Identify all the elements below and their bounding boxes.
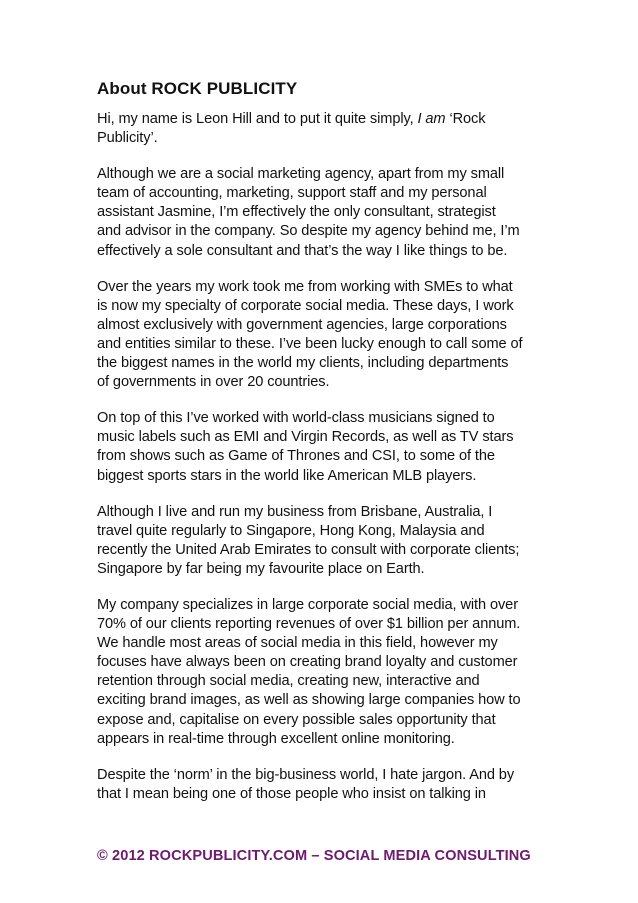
page-title: About ROCK PUBLICITY bbox=[97, 79, 298, 98]
paragraph-line: travel quite regularly to Singapore, Hong Kong, Malaysia and bbox=[97, 522, 485, 539]
paragraph-line: and entities similar to these. I’ve been lucky enough to call some of bbox=[97, 335, 523, 352]
paragraph-line: Although we are a social marketing agency, apart from my small bbox=[97, 166, 505, 183]
paragraph-line: Despite the ‘norm’ in the big-business world, I hate jargon. And by bbox=[97, 766, 515, 783]
body-paragraph bbox=[97, 596, 547, 749]
intro-paragraph bbox=[97, 110, 547, 148]
body-paragraph bbox=[97, 165, 547, 260]
intro-line-2: Publicity’. bbox=[97, 130, 158, 147]
paragraph-line: assistant Jasmine, I’m effectively the only consultant, strategist bbox=[97, 204, 496, 221]
intro-text-start: Hi, my name is Leon Hill and to put it quite simply, bbox=[97, 111, 418, 127]
body-paragraph bbox=[97, 409, 547, 485]
intro-emphasis: I am bbox=[417, 111, 446, 127]
body-paragraph bbox=[97, 766, 547, 804]
intro-text-end: ‘Rock bbox=[445, 111, 486, 127]
paragraph-line: and advisor in the company. So despite my agency behind me, I’m bbox=[97, 223, 520, 240]
paragraph-line: appears in real-time through excellent online monitoring. bbox=[97, 730, 455, 747]
paragraph-line: of governments in over 20 countries. bbox=[97, 374, 330, 391]
paragraph-line: almost exclusively with government agencies, large corporations bbox=[97, 316, 507, 333]
paragraph-line: retention through social media, creating new, interactive and bbox=[97, 673, 480, 690]
intro-line-1 bbox=[97, 110, 547, 129]
paragraph-line: is now my specialty of corporate social media. These days, I work bbox=[97, 297, 514, 314]
paragraph-line: from shows such as Game of Thrones and CSI, to some of the bbox=[97, 448, 495, 465]
body-paragraphs bbox=[97, 165, 547, 804]
paragraph-line: 70% of our clients reporting revenues of over $1 billion per annum. bbox=[97, 616, 521, 633]
body-paragraph bbox=[97, 278, 547, 393]
paragraph-line: Over the years my work took me from working with SMEs to what bbox=[97, 278, 513, 295]
paragraph-line: expose and, capitalise on every possible sales opportunity that bbox=[97, 711, 496, 728]
paragraph-line: We handle most areas of social media in this field, however my bbox=[97, 635, 498, 652]
paragraph-line: Although I live and run my business from Brisbane, Australia, I bbox=[97, 503, 493, 520]
paragraph-line: exciting brand images, as well as showing large companies how to bbox=[97, 692, 521, 709]
body-paragraph bbox=[97, 503, 547, 579]
footer-copyright: © 2012 ROCKPUBLICITY.COM – SOCIAL MEDIA CONSULTING bbox=[97, 848, 531, 864]
document-page bbox=[97, 78, 547, 821]
paragraph-line: biggest sports stars in the world like American MLB players. bbox=[97, 467, 477, 484]
paragraph-line: My company specializes in large corporate social media, with over bbox=[97, 596, 518, 613]
paragraph-line: music labels such as EMI and Virgin Records, as well as TV stars bbox=[97, 429, 514, 446]
paragraph-line: that I mean being one of those people who insist on talking in bbox=[97, 785, 486, 802]
paragraph-line: recently the United Arab Emirates to consult with corporate clients; bbox=[97, 541, 520, 558]
paragraph-line: the biggest names in the world my clients, including departments bbox=[97, 355, 509, 372]
paragraph-line: team of accounting, marketing, support staff and my personal bbox=[97, 185, 487, 202]
paragraph-line: Singapore by far being my favourite place on Earth. bbox=[97, 560, 425, 577]
paragraph-line: On top of this I’ve worked with world-class musicians signed to bbox=[97, 410, 495, 427]
paragraph-line: focuses have always been on creating brand loyalty and customer bbox=[97, 654, 518, 671]
paragraph-line: effectively a sole consultant and that’s the way I like things to be. bbox=[97, 242, 508, 259]
